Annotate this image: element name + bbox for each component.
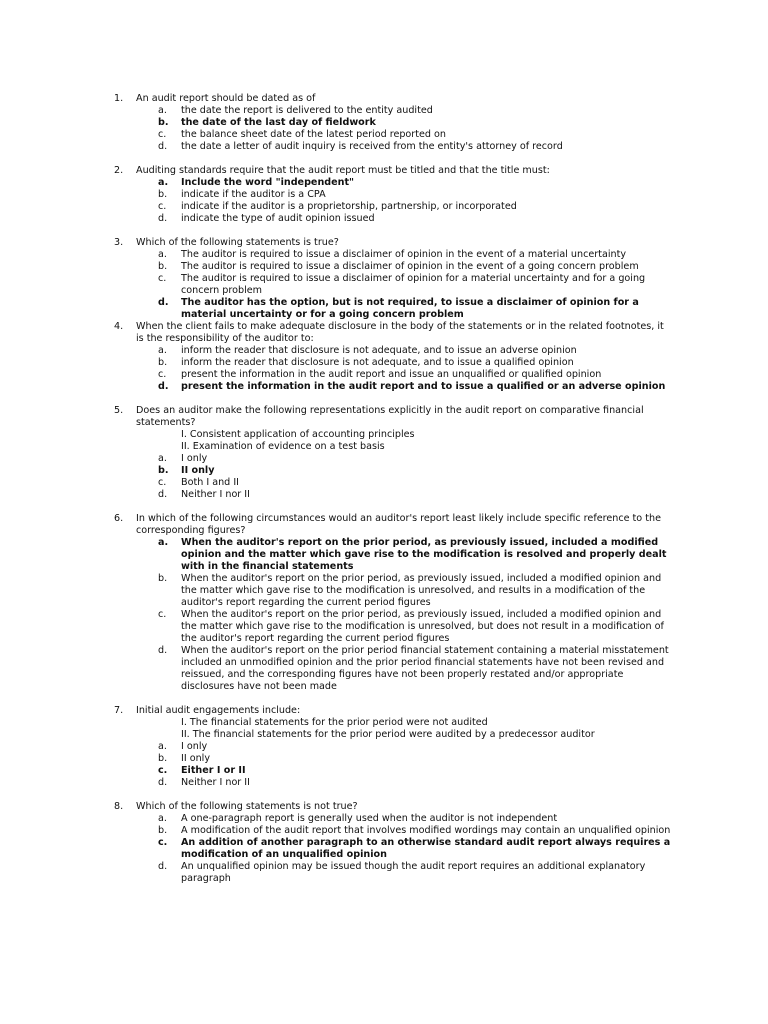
answer-option: [0, 861, 768, 885]
option-text: Either I or II: [181, 765, 246, 776]
answer-option: [0, 573, 768, 609]
option-text: indicate if the auditor is a proprietorship, partnership, or incorporated: [181, 201, 517, 212]
answer-option: [0, 213, 768, 225]
option-text: the balance sheet date of the latest period reported on: [181, 129, 447, 140]
option-text: The auditor is required to issue a disclaimer of opinion in the event of a going concern problem: [181, 261, 639, 272]
roman-statement: I. Consistent application of accounting principles: [181, 429, 415, 440]
question-text: When the client fails to make adequate disclosure in the body of the statements or in the related footnotes, it is the responsibility of the auditor to:: [136, 321, 664, 344]
option-text: The auditor is required to issue a disclaimer of opinion for a material uncertainty and for a going concern problem: [181, 273, 646, 296]
question-1: [0, 93, 768, 153]
answer-option: [0, 813, 768, 825]
option-letter: b.: [158, 357, 168, 368]
answer-option: [0, 453, 768, 465]
option-text: inform the reader that disclosure is not adequate, and to issue a qualified opinion: [181, 357, 574, 368]
option-text: A one-paragraph report is generally used when the auditor is not independent: [181, 813, 558, 824]
option-text: II only: [181, 753, 211, 764]
question-number: 4.: [114, 321, 124, 332]
question-number: 2.: [114, 165, 124, 176]
option-text: A modification of the audit report that involves modified wordings may contain an unqualified opinion: [181, 825, 671, 836]
answer-option: [0, 477, 768, 489]
roman-statement: I. The financial statements for the prior period were not audited: [181, 717, 488, 728]
roman-statement: II. The financial statements for the prior period were audited by a predecessor auditor: [181, 729, 595, 740]
answer-option-correct: [0, 117, 768, 129]
question-5: [0, 405, 768, 501]
answer-option: [0, 141, 768, 153]
answer-option: [0, 345, 768, 357]
option-letter: b.: [158, 465, 169, 476]
option-letter: c.: [158, 129, 167, 140]
option-text: Neither I nor II: [181, 777, 250, 788]
option-text: the date the report is delivered to the entity audited: [181, 105, 433, 116]
answer-option: [0, 261, 768, 273]
option-letter: d.: [158, 141, 168, 152]
question-text: Does an auditor make the following representations explicitly in the audit report on comparative financial statements?: [136, 405, 644, 428]
question-number: 8.: [114, 801, 124, 812]
answer-option: [0, 105, 768, 117]
question-number: 5.: [114, 405, 124, 416]
answer-option: [0, 777, 768, 789]
option-text: I only: [181, 741, 208, 752]
option-text: inform the reader that disclosure is not adequate, and to issue an adverse opinion: [181, 345, 577, 356]
question-number: 7.: [114, 705, 124, 716]
question-text: Which of the following statements is true?: [136, 237, 339, 248]
option-letter: b.: [158, 753, 168, 764]
option-text: Neither I nor II: [181, 489, 250, 500]
option-text: II only: [181, 465, 215, 476]
option-text: I only: [181, 453, 208, 464]
option-text: When the auditor's report on the prior period, as previously issued, included a modified opinion and the matter which gave rise to the modification is unresolved, and results in a modification of the auditor's report regarding the current period figures: [181, 573, 662, 608]
question-8: [0, 801, 768, 885]
option-letter: d.: [158, 777, 168, 788]
option-letter: a.: [158, 741, 167, 752]
question-6: [0, 513, 768, 693]
option-text: indicate the type of audit opinion issued: [181, 213, 375, 224]
question-number: 1.: [114, 93, 124, 104]
answer-option: [0, 741, 768, 753]
answer-option: [0, 645, 768, 693]
answer-option: [0, 753, 768, 765]
answer-option-correct: [0, 177, 768, 189]
option-text: An unqualified opinion may be issued though the audit report requires an additional explanatory paragraph: [181, 861, 646, 884]
option-letter: b.: [158, 117, 169, 128]
answer-option: [0, 249, 768, 261]
option-text: When the auditor's report on the prior period, as previously issued, included a modified opinion and the matter which gave rise to the modification is unresolved, but does not result in a modification of the auditor's report regarding the current period figures: [181, 609, 664, 644]
question-4: [0, 321, 768, 393]
option-letter: c.: [158, 609, 167, 620]
option-text: Include the word "independent": [181, 177, 355, 188]
question-text: Auditing standards require that the audit report must be titled and that the title must:: [136, 165, 550, 176]
answer-option: [0, 189, 768, 201]
answer-option-correct: [0, 465, 768, 477]
option-text: indicate if the auditor is a CPA: [181, 189, 326, 200]
option-letter: c.: [158, 837, 168, 848]
option-letter: d.: [158, 645, 168, 656]
option-letter: a.: [158, 105, 167, 116]
question-3: [0, 237, 768, 321]
answer-option-correct: [0, 297, 768, 321]
option-letter: a.: [158, 345, 167, 356]
option-letter: b.: [158, 189, 168, 200]
option-letter: a.: [158, 249, 167, 260]
question-text: Which of the following statements is not true?: [136, 801, 358, 812]
option-letter: c.: [158, 477, 167, 488]
option-text: the date of the last day of fieldwork: [181, 117, 376, 128]
option-letter: b.: [158, 261, 168, 272]
answer-option-correct: [0, 537, 768, 573]
option-letter: d.: [158, 861, 168, 872]
option-letter: d.: [158, 381, 169, 392]
question-text: In which of the following circumstances would an auditor's report least likely include specific reference to the corresponding figures?: [136, 513, 661, 536]
answer-option: [0, 129, 768, 141]
option-letter: a.: [158, 813, 167, 824]
option-text: Both I and II: [181, 477, 239, 488]
option-text: The auditor is required to issue a disclaimer of opinion in the event of a material uncertainty: [181, 249, 627, 260]
option-letter: c.: [158, 765, 168, 776]
option-letter: c.: [158, 273, 167, 284]
option-letter: c.: [158, 369, 167, 380]
option-letter: d.: [158, 213, 168, 224]
option-text: present the information in the audit report and issue an unqualified or qualified opinion: [181, 369, 602, 380]
option-letter: b.: [158, 825, 168, 836]
answer-option: [0, 825, 768, 837]
option-letter: a.: [158, 177, 169, 188]
option-text: When the auditor's report on the prior period, as previously issued, included a modified opinion and the matter which gave rise to the modification is resolved and properly dealt with in the financial statements: [181, 537, 667, 572]
answer-option: [0, 273, 768, 297]
option-letter: a.: [158, 537, 169, 548]
question-number: 6.: [114, 513, 124, 524]
answer-option: [0, 609, 768, 645]
option-letter: d.: [158, 489, 168, 500]
question-number: 3.: [114, 237, 124, 248]
option-text: The auditor has the option, but is not required, to issue a disclaimer of opinion for a material uncertainty or for a going concern problem: [181, 297, 639, 320]
answer-option: [0, 357, 768, 369]
answer-option-correct: [0, 837, 768, 861]
question-text: Initial audit engagements include:: [136, 705, 301, 716]
option-text: present the information in the audit report and to issue a qualified or an adverse opinion: [181, 381, 666, 392]
answer-option: [0, 369, 768, 381]
option-letter: b.: [158, 573, 168, 584]
option-text: When the auditor's report on the prior period financial statement containing a material misstatement included an unmodified opinion and the prior period financial statements have not been revised and reissued, and the corresponding figures have not been properly restated and/or appropriate disclosures have not been made: [181, 645, 669, 692]
question-2: [0, 165, 768, 225]
option-letter: d.: [158, 297, 169, 308]
option-text: the date a letter of audit inquiry is received from the entity's attorney of record: [181, 141, 563, 152]
answer-option: [0, 201, 768, 213]
answer-option: [0, 489, 768, 501]
document-page: [0, 93, 768, 885]
roman-statement: II. Examination of evidence on a test basis: [181, 441, 385, 452]
answer-option-correct: [0, 765, 768, 777]
option-text: An addition of another paragraph to an otherwise standard audit report always requires a modification of an unqualified opinion: [181, 837, 671, 860]
answer-option-correct: [0, 381, 768, 393]
option-letter: c.: [158, 201, 167, 212]
question-7: [0, 705, 768, 789]
option-letter: a.: [158, 453, 167, 464]
question-text: An audit report should be dated as of: [136, 93, 316, 104]
